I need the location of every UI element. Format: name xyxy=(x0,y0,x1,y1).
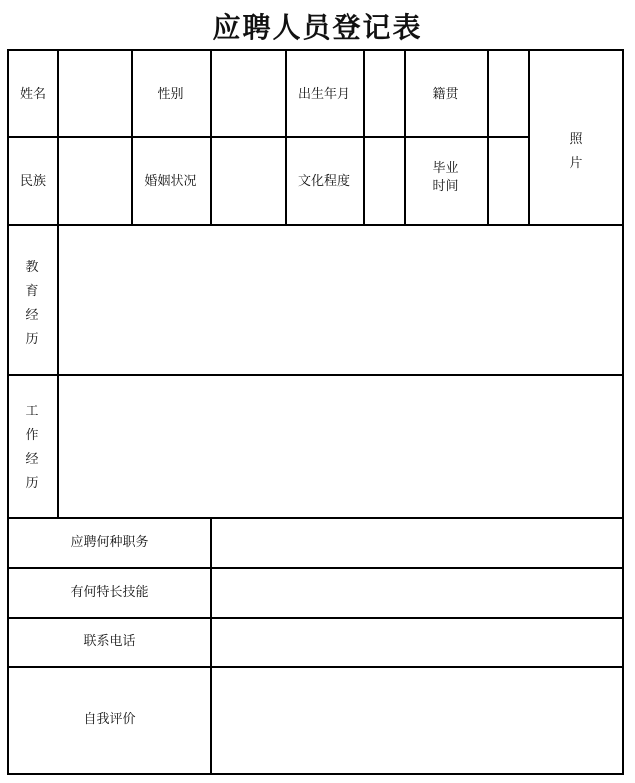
ethnicity-field[interactable] xyxy=(59,138,131,224)
work-history-field[interactable] xyxy=(59,376,622,517)
education-history-char: 教 xyxy=(25,260,39,275)
photo-box[interactable] xyxy=(530,128,622,176)
phone-label: 联系电话 xyxy=(83,634,136,649)
education-history-char: 经 xyxy=(25,308,39,323)
phone-field[interactable] xyxy=(212,619,622,666)
work-history-char: 经 xyxy=(25,452,39,467)
self-evaluation-label: 自我评价 xyxy=(83,712,136,727)
form-title: 应聘人员登记表 xyxy=(212,11,423,44)
ethnicity-label: 民族 xyxy=(19,174,46,189)
education-history-label xyxy=(22,256,42,352)
name-label: 姓名 xyxy=(19,87,46,102)
skills-label: 有何特长技能 xyxy=(70,585,149,600)
work-history-char: 工 xyxy=(25,404,39,419)
column-divider xyxy=(404,49,406,224)
graduation-time-label-line2: 时间 xyxy=(432,178,459,194)
column-divider xyxy=(285,49,287,224)
education-level-label: 文化程度 xyxy=(297,174,350,189)
education-history-char: 育 xyxy=(25,284,39,299)
marital-status-label: 婚姻状况 xyxy=(144,174,197,189)
graduation-time-field[interactable] xyxy=(489,138,528,224)
native-place-field[interactable] xyxy=(489,51,528,136)
birth-date-field[interactable] xyxy=(365,51,404,136)
education-level-field[interactable] xyxy=(365,138,404,224)
photo-label-line2: 片 xyxy=(569,156,583,171)
marital-status-field[interactable] xyxy=(212,138,285,224)
work-history-char: 作 xyxy=(25,428,39,443)
gender-label: 性别 xyxy=(157,87,184,102)
column-divider xyxy=(131,49,133,224)
birth-date-label: 出生年月 xyxy=(297,87,350,102)
education-history-char: 历 xyxy=(25,332,39,347)
position-applied-field[interactable] xyxy=(212,519,622,567)
graduation-time-label xyxy=(404,160,487,195)
position-applied-label: 应聘何种职务 xyxy=(70,535,149,550)
graduation-time-label-line1: 毕业 xyxy=(432,161,459,176)
work-history-label xyxy=(22,400,42,496)
gender-field[interactable] xyxy=(212,51,285,136)
work-history-char: 历 xyxy=(25,476,39,491)
skills-field[interactable] xyxy=(212,569,622,617)
native-place-label: 籍贯 xyxy=(432,87,459,102)
self-evaluation-field[interactable] xyxy=(212,668,622,773)
name-field[interactable] xyxy=(59,51,131,136)
education-history-field[interactable] xyxy=(59,226,622,374)
photo-label-line1: 照 xyxy=(569,132,583,147)
